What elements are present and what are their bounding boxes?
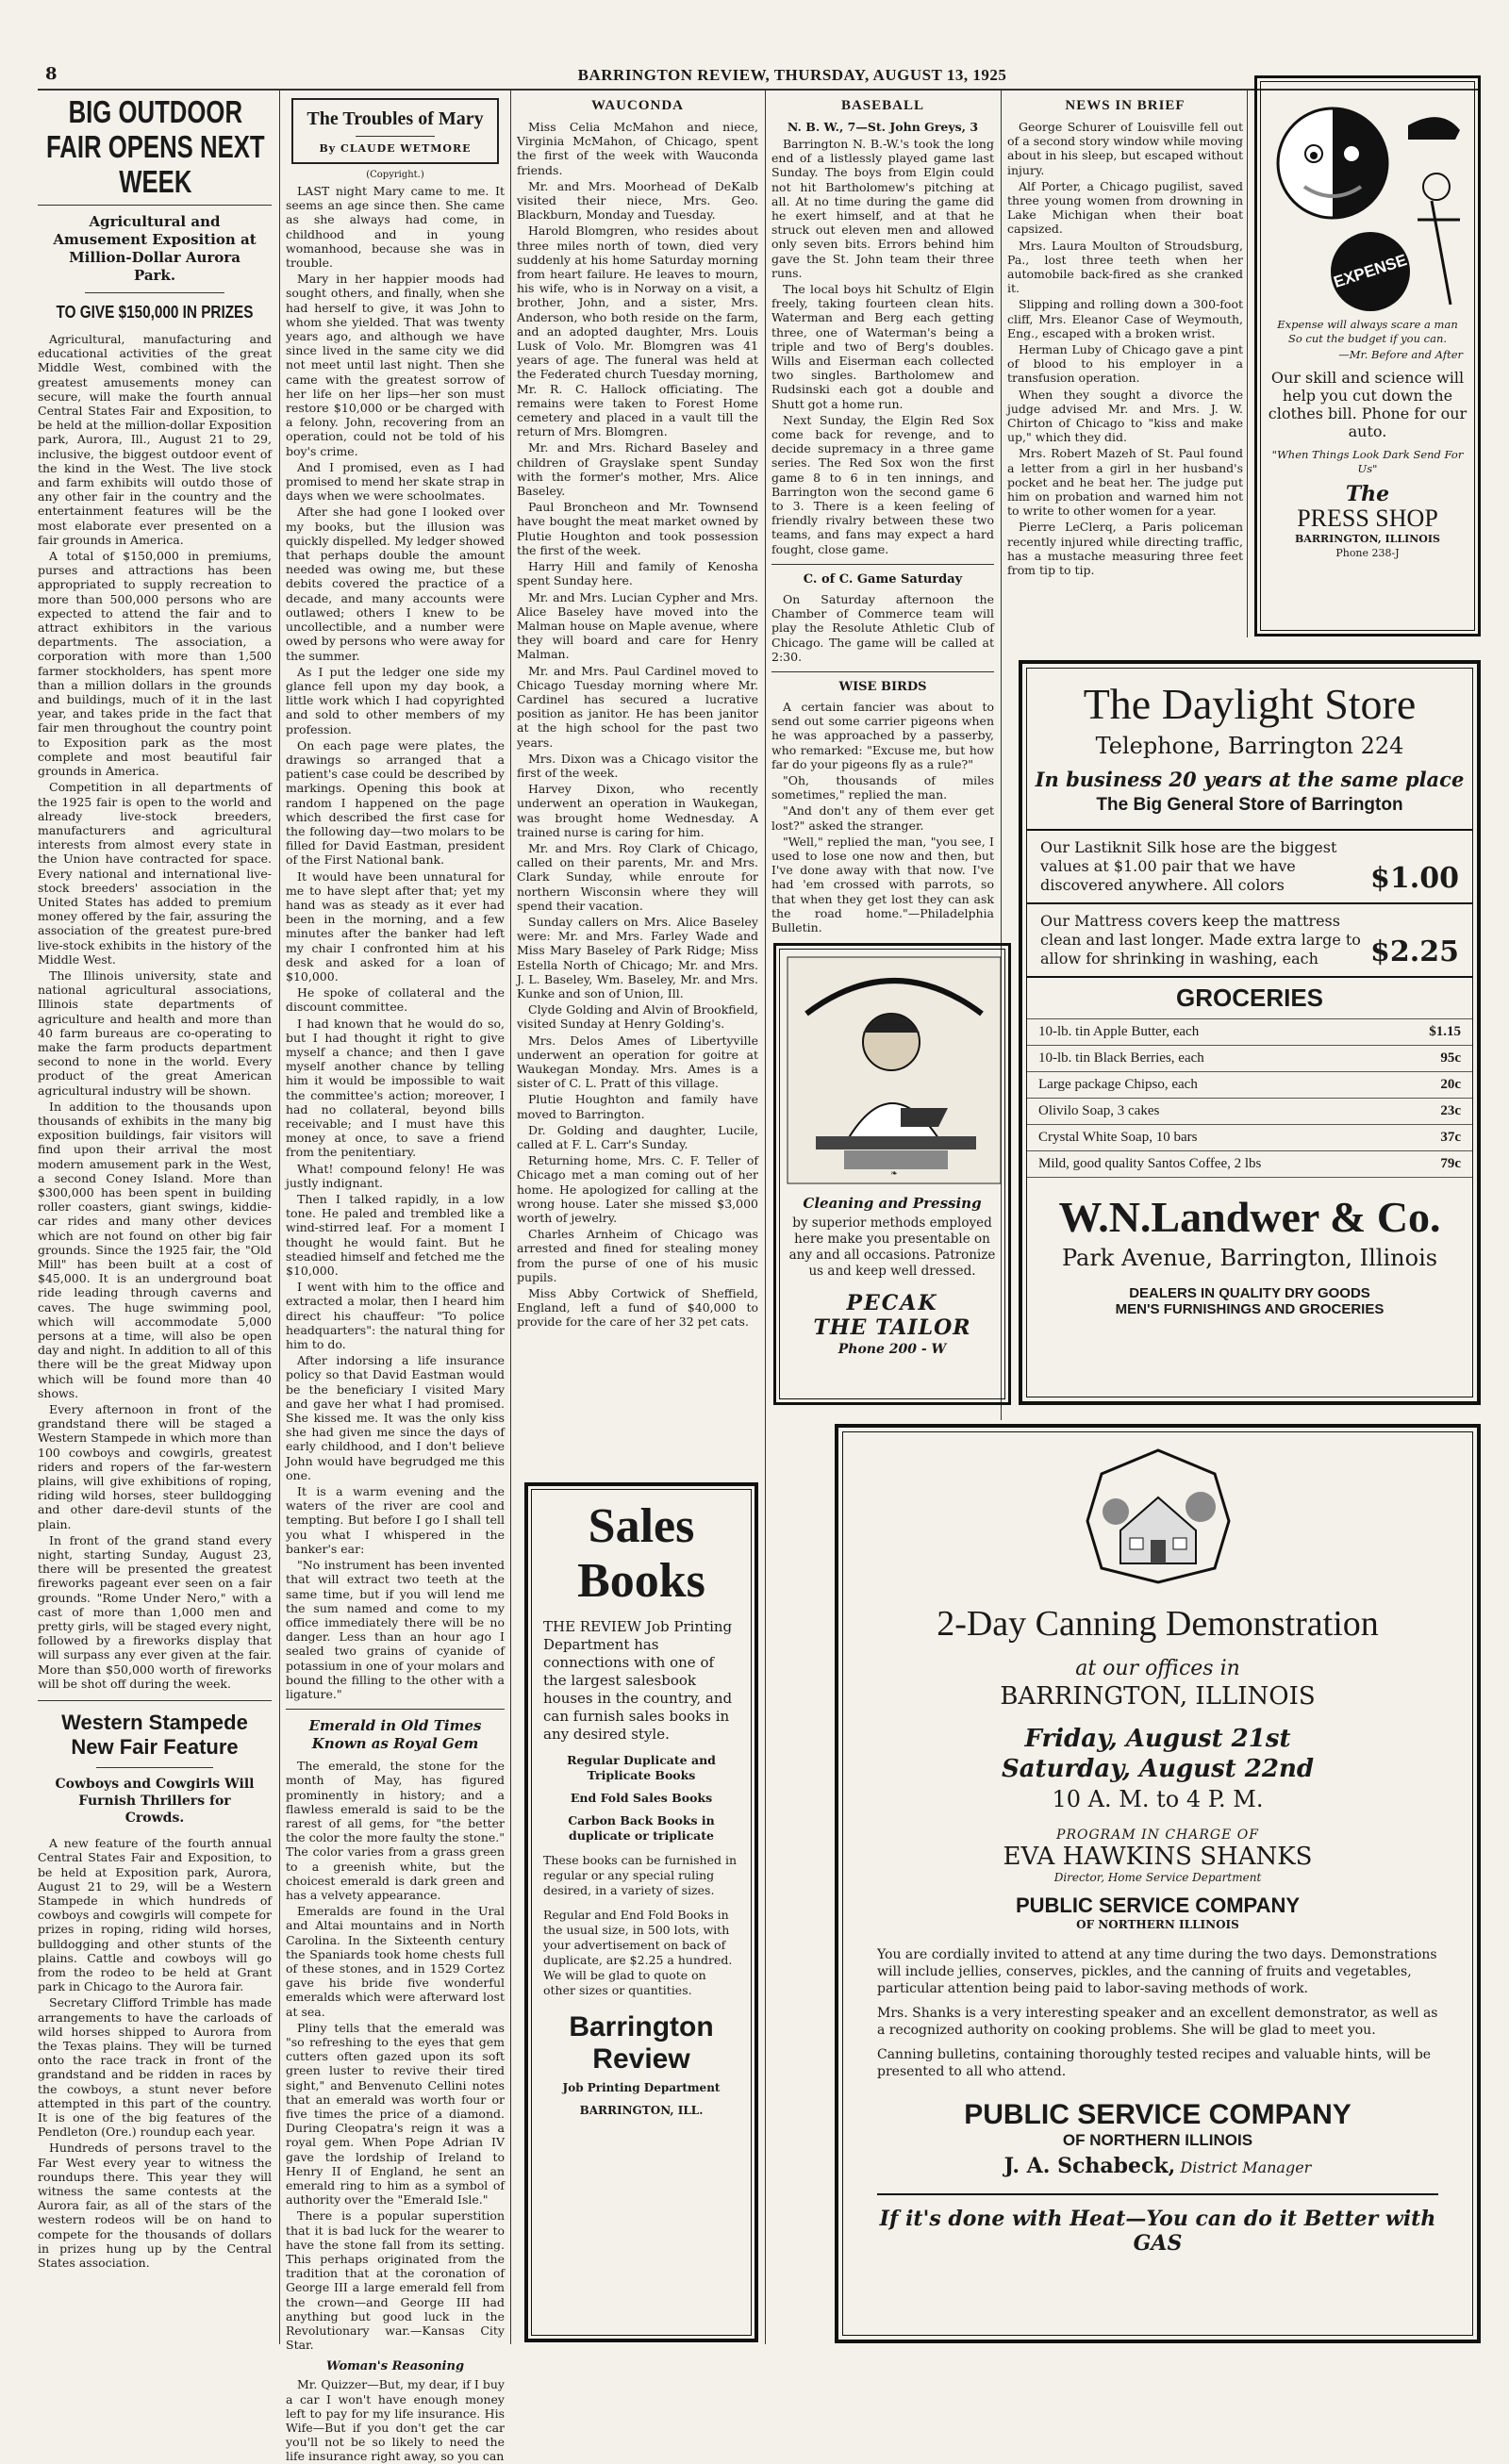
divider [38,1700,272,1701]
daylight-tagline-1: In business 20 years at the same place [1035,768,1465,791]
paragraph: Pliny tells that the emerald was "so refreshing to the eyes that gem cutters often gazed upon its soft green luster to revive their tired sight," and Benvenuto Cellini notes that an emerald was worth four or five times the price of a diamond. During Cleopatra's reign it was a royal gem. When Pope Adrian IV gave the lordship of Ireland to Henry II of England, he sent an emerald ring to him as a symbol of authority over the "Emerald Isle." [286,2020,505,2208]
paragraph: There is a popular superstition that it is bad luck for the wearer to have the stone fall from its setting. This perhaps originated from the tradition that at the coronation of George III a large emerald fell from the crown—and George III had anything but good luck in the Revolutionary war.—Kansas City Star. [286,2208,505,2353]
wauconda-heading: WAUCONDA [591,98,684,113]
paragraph: It would have been unnatural for me to have slept after that; yet my hand was as steady as it ever had been in the morning, and a few minutes after the banker had left my chair I confronted him at his desk and asked for a loan of $10,000. [286,868,505,984]
paragraph: Miss Abby Cortwick of Sheffield, England, left a fund of $40,000 to provide for the care of her 32 pet cats. [517,1286,758,1330]
paragraph: "Well," replied the man, "you see, I used to lose one now and then, but I've done away with that now. I've had 'em crossed with parrots, so that when they get lost they can ask the road home."—Philadelphia Bulletin. [771,834,994,934]
press-slogan: "When Things Look Dark Send For Us" [1271,448,1464,475]
paragraph: It is a warm evening and the waters of the river are cool and tempting. But before I go I shall tell you what I whispered in the banker's ear: [286,1484,505,1556]
sales-item: End Fold Sales Books [570,1791,713,1805]
paragraph: A new feature of the fourth annual Central States Fair and Exposition, to be held at Exposition park, Aurora, August 21 to 29, will be a Western Stampede in which hundreds of cowboys and cowgirls will compete for prizes in roping, riding wild horses, bulldogging and other stunts of the plains. Cattle and cowboys will go from the rodeo to be held at Grant park in Chicago to the Aurora fair. [38,1836,272,1994]
troubles-headline: The Troubles of Mary [307,108,484,129]
daylight-name: The Daylight Store [1083,680,1417,728]
copyright: (Copyright.) [366,170,424,180]
paragraph: Clyde Golding and Alvin of Brookfield, visited Sunday at Henry Golding's. [517,1002,758,1032]
review-name-2: Review [592,2043,690,2075]
sales-body: Regular and End Fold Books in the usual size, in 500 lots, with your advertisement on back of duplicate, are $2.25 a hundred. We will be glad to quote on other sizes or quantities. [543,1908,733,1997]
paragraph: The local boys hit Schultz of Elgin freely, taking fourteen clean hits. Waterman and Berg each getting three, one of Waterman's being a triple and two of Berg's doubles. Wills and Eiserman each collected two singles. Bartholomew and Rudsinski each got a double and Shutt got a home run. [771,282,994,411]
sales-books-ad [524,1482,758,2342]
canning-body-2: Mrs. Shanks is a very interesting speaker and an excellent demonstrator, as well as a recognized authority on cooking problems. She will be glad to meet you. [877,2006,1438,2038]
press-phone: Phone 238-J [1335,547,1400,559]
woman-headline: Woman's Reasoning [325,2359,465,2374]
paragraph: Miss Celia McMahon and niece, Virginia McMahon, of Chicago, spent the first of the week with Wauconda friends. [517,120,758,177]
divider [356,136,434,137]
baseball-heading: BASEBALL [840,98,925,113]
canning-manager: J. A. Schabeck, [1003,2154,1176,2178]
paragraph: Harold Blomgren, who resides about three miles north of town, died very suddenly at his home Saturday morning from heart failure. He leaves to mourn, his wife, who is in Norway on a visit, a brother, John, and a sister, Mrs. Anderson, who both reside on the farm, and an adopted daughter, Mrs. Louis Lusk of Volo. Mr. Blomgren was 41 years of age. The funeral was held at the Federated church Tuesday morning, Mr. R. C. Hallock officiating. The remains were taken to Forest Home cemetery and placed in a vault till the return of Mrs. Blomgren. [517,223,758,439]
grocery-item: 10-lb. tin Apple Butter, each [1038,1024,1200,1039]
paragraph: Mrs. Robert Mazeh of St. Paul found a letter from a girl in her husband's pocket and he beat her. The judge put him on probation and warned him not to write to other women for a year. [1007,446,1243,519]
paragraph: Next Sunday, the Elgin Red Sox come back for revenge, and to decide supremacy in a three game series. The Red Sox won the first game 8 to 6 in ten innings, and Barrington won the second game 6 to 3. There is a keen feeling of friendly rivalry between these two teams, and fans may expect a hard fought, close game. [771,412,994,556]
landwer-address: Park Avenue, Barrington, Illinois [1061,1245,1438,1271]
canning-ad [835,1424,1481,2343]
coc-headline: C. of C. Game Saturday [803,571,963,587]
paragraph: On each page were plates, the drawings so arranged that a patient's case could be described by markings. Opening this book at random I happened on the page which described the first case for the following day—two molars to be filled for David Eastman, president of the First National bank. [286,737,505,868]
grocery-item: Large package Chipso, each [1038,1077,1198,1092]
canning-program: PROGRAM IN CHARGE OF [1056,1827,1259,1843]
canning-slogan: If it's done with Heat—You can do it Better with GAS [877,2193,1438,2256]
divider [85,292,225,293]
paragraph: In front of the grand stand every night, starting Sunday, August 23, there will be presented the greatest fireworks pageant ever seen on a fair grounds. "Rome Under Nero," with a cast of more than 1,000 men and pretty girls, will be staged every night, followed by a fireworks display that will surpass any ever given at the fair. More than $50,000 worth of fireworks will be shot off during the week. [38,1532,272,1691]
stampede-deck: Cowboys and Cowgirls Will Furnish Thrillers for Crowds. [55,1777,255,1827]
paragraph: Mr. and Mrs. Roy Clark of Chicago, called on their parents, Mr. and Mrs. Clark Sunday, while enroute for northern Wisconsin where they will spend their vacation. [517,840,758,913]
paragraph: Hundreds of persons travel to the Far West every year to witness the roundups there. This year they will witness the same contests at the Aurora fair, as all of the stars of the western rodeos will be on hand to compete for the thousands of dollars in prizes hung up by the Central States association. [38,2141,272,2270]
divider [771,671,994,672]
grocery-row [1027,1151,1472,1178]
special-text: Our Mattress covers keep the mattress clean and last longer. Made extra large to allow for shrinking in washing, each [1040,912,1361,967]
paragraph: Charles Arnheim of Chicago was arrested and fined for stealing money from the purse of one of his music pupils. [517,1227,758,1284]
landwer-dealers-2: MEN'S FURNISHINGS AND GROCERIES [1115,1301,1385,1317]
emerald-headline: Emerald in Old Times Known as Royal Gem [308,1717,482,1753]
grocery-price: $1.15 [1429,1024,1461,1039]
sales-item: Regular Duplicate and Triplicate Books [567,1753,716,1782]
paragraph: Paul Broncheon and Mr. Townsend have bought the meat market owned by Plutie Houghton and took possession the first of the week. [517,500,758,557]
canning-manager-line [877,2154,1438,2178]
column-rule [765,91,766,2344]
canning-company-2: PUBLIC SERVICE COMPANY [964,2099,1351,2130]
divider [286,1709,505,1710]
press-shop-ad [1254,75,1481,637]
press-town: BARRINGTON, ILLINOIS [1295,533,1440,545]
paragraph: Mr. and Mrs. Moorhead of DeKalb visited their niece, Mrs. Geo. Blackburn, Monday and Tuesday. [517,178,758,223]
tailor-name-1: PECAK [846,1291,938,1315]
daylight-tagline-2: The Big General Store of Barrington [1096,795,1403,815]
paragraph: Mrs. Dixon was a Chicago visitor the first of the week. [517,751,758,780]
sales-title-2: Books [577,1554,705,1608]
paragraph: Mr. and Mrs. Lucian Cypher and Mrs. Alice Baseley have moved into the Malman house on Maple avenue, where they will board and care for Henry Malman. [517,589,758,662]
grocery-row [1027,1125,1472,1151]
special-mattress [1027,902,1472,976]
column-rule [510,91,511,2344]
grocery-row [1027,1099,1472,1125]
special-price: $1.00 [1370,862,1459,895]
paragraph: Plutie Houghton and family have moved to Barrington. [517,1092,758,1121]
paragraph: Returning home, Mrs. C. F. Teller of Chicago met a man coming out of her home. He apologized for calling at the wrong house. Later she missed $3,000 worth of jewelry. [517,1153,758,1226]
landwer-dealers-1: DEALERS IN QUALITY DRY GOODS [1129,1285,1370,1301]
grocery-price: 79c [1440,1156,1461,1171]
news-brief-heading: NEWS IN BRIEF [1065,98,1186,113]
expense-ball-label: EXPENSE [1331,251,1409,291]
paragraph: A certain fancier was about to send out some carrier pigeons when he was approached by a passerby, who remarked: "Excuse me, but how far do your pigeons fly as a rule?" [771,699,994,771]
divider [771,564,994,565]
column-fair [38,94,272,2343]
paragraph: Mr. and Mrs. Paul Cardinel moved to Chicago Tuesday morning where Mr. Cardinel has secured a lucrative position as janitor. He has been janitor at the high school for the past two years. [517,663,758,750]
paragraph: Emeralds are found in the Ural and Altai mountains and in North Carolina. In the Sixteenth century the Spaniards took home chests full of these stones, and in 1529 Cortez gave his bride five wonderful emeralds which were afterward lost at sea. [286,1904,505,2019]
paragraph: "Oh, thousands of miles sometimes," replied the man. [771,772,994,802]
paragraph: What! compound felony! He was justly indignant. [286,1161,505,1190]
column-news-brief [1007,94,1243,641]
page-number: 8 [45,64,58,84]
paragraph: Barrington N. B.-W.'s took the long end of a listlessly played game last Sunday. The boys from Elgin could not hit Bartholomew's pitching at all. At no time during the game did he exert himself, and at that he struck out eleven men and allowed only seven bits. Errors behind him gave the St. John team their three runs. [771,137,994,280]
expense-illustration [1267,88,1476,314]
paragraph: When they sought a divorce the judge advised Mr. and Mrs. J. W. Chirton of Chicago to "kiss and make up," which they did. [1007,387,1243,445]
paragraph: Mary in her happier moods had sought others, and finally, when she had herself to give, it was John to whom she yielded. That was twenty years ago, and although we have since lived in the same city we did not meet until last night. Then she came with the greatest sorrow of her life on her lips—her son must restore $10,000 or be charged with a felony. John, recovering from an operation, could not be told of his boy's crime. [286,272,505,458]
paragraph: Then I talked rapidly, in a low tone. He paled and trembled like a wind-stirred leaf. For a moment I thought he would faint. But he steadied himself and fetched me the $10,000. [286,1192,505,1279]
sales-item: Carbon Back Books in duplicate or triplicate [568,1813,715,1843]
wise-birds-headline: WISE BIRDS [838,679,927,694]
canning-town: BARRINGTON, ILLINOIS [1000,1682,1316,1711]
sales-intro: THE REVIEW Job Printing Department has connections with one of the largest salesbook houses in the country, and can furnish sales books in any desired style. [543,1618,733,1743]
tailor-caption: Cleaning and Pressing [803,1195,982,1212]
grocery-price: 95c [1440,1050,1461,1066]
paragraph: George Schurer of Louisville fell out of a second story window while moving about in his sleep, but escaped without injury. [1007,120,1243,177]
review-dept: Job Printing Department [562,2081,721,2094]
grocery-price: 20c [1440,1077,1461,1092]
groceries-list [1027,1018,1472,1178]
paragraph: Every afternoon in front of the grandstand there will be staged a Western Stampede in which more than 100 cowboys and cowgirls, greatest riders and ropers of the far-western plains, will give exhibitions of roping, riding wild horses, steer bulldogging and other dare-devil stunts of the plain. [38,1402,272,1531]
paragraph: Mrs. Delos Ames of Libertyville underwent an operation for goitre at Waukegan Monday. Mrs. Ames is a sister of C. L. Pratt of this village. [517,1033,758,1091]
canning-company-sub: OF NORTHERN ILLINOIS [1076,1918,1239,1931]
press-the: The [1345,482,1390,506]
review-name-1: Barrington [569,2011,714,2042]
score-line: N. B. W., 7—St. John Greys, 3 [787,120,979,134]
paragraph: Mrs. Laura Moulton of Stroudsburg, Pa., lost three teeth when her automobile back-fired as she cranked it. [1007,238,1243,296]
sales-body: These books can be furnished in regular or any special ruling desired, in a variety of sizes. [543,1853,738,1897]
grocery-price: 23c [1440,1103,1461,1118]
svg-text:❧: ❧ [890,1169,898,1179]
column-troubles [286,94,505,2464]
paragraph: Alf Porter, a Chicago pugilist, saved three young women from drowning in Lake Michigan when their boat capsized. [1007,178,1243,237]
paragraph: He spoke of collateral and the discount committee. [286,985,505,1015]
canning-day-2: Saturday, August 22nd [1001,1755,1315,1783]
fair-headline: BIG OUTDOOR FAIR OPENS NEXT WEEK [45,94,265,199]
daylight-store-ad [1019,660,1481,1405]
grocery-price: 37c [1440,1130,1461,1145]
press-attrib: —Mr. Before and After [1338,348,1463,361]
press-pitch: Our skill and science will help you cut down the clothes bill. Phone for our auto. [1268,369,1468,440]
tailor-name-2: THE TAILOR [813,1315,971,1340]
paragraph: "No instrument has been invented that will extract two teeth at the same time, but if you will lend me the sum named and come to my office immediately there will be no danger. Less than an hour ago I sealed two grains of cyanide of potassium in one of your molars and bound the filling to the other with a ligature." [286,1558,505,1701]
paragraph: I went with him to the office and extracted a molar, then I heard him direct his chauffeur: "To police headquarters": the natural thing for him to do. [286,1280,505,1352]
troubles-byline: By CLAUDE WETMORE [319,142,472,155]
paragraph: LAST night Mary came to me. It seems an age since then. She came as she always had come, in childhood and in young womanhood, because she was in trouble. [286,184,505,271]
grocery-item: Crystal White Soap, 10 bars [1038,1130,1198,1145]
sales-title-1: Sales [588,1499,695,1553]
masthead: BARRINGTON REVIEW, THURSDAY, AUGUST 13, 1925 [577,66,1007,84]
canning-manager-title: District Manager [1180,2158,1312,2176]
paragraph: On Saturday afternoon the Chamber of Commerce team will play the Resolute Athletic Club of Chicago. The game will be called at 2:30. [771,591,994,664]
groceries-heading: GROCERIES [1027,976,1472,1018]
tailor-phone: Phone 200 - W [837,1342,947,1357]
stampede-headline: Western Stampede New Fair Feature [61,1711,248,1760]
grocery-item: Mild, good quality Santos Coffee, 2 lbs [1038,1156,1262,1171]
column-baseball [771,94,994,943]
canning-body-3: Canning bulletins, containing thoroughly tested recipes and valuable hints, will be presented to all who attend. [877,2047,1432,2079]
press-line-1: Expense will always scare a man [1277,318,1458,331]
paragraph: In addition to the thousands upon thousands of exhibits in the many big exposition buildings, fair visitors will find upon their arrival the most modern amusement park in the West, a second Coney Island. More than $300,000 has been spent in building roller coasters, giant swings, kiddie-car rides and many other devices which are not found on other big fair grounds. Since the 1925 fair, the "Old Mill" has been built at a cost of $45,000. It is an underground boat ride leading through caverns and caves. The huge swimming pool, which will accommodate 5,000 persons at a time, will also be open day and night. In addition to all of this there will be the great Midway upon which will be found more than 40 shows. [38,1099,272,1400]
paragraph: "And don't any of them ever get lost?" asked the stranger. [771,803,994,833]
column-rule [279,91,280,2344]
paragraph: Dr. Golding and daughter, Lucile, called at F. L. Carr's Sunday. [517,1122,758,1152]
paragraph: After indorsing a life insurance policy so that David Eastman would be the beneficiary I visited Mary and gave her what I had promised. She kissed me. It was the only kiss she had given me since the days of early childhood, and I don't believe John would have begrudged me this one. [286,1353,505,1482]
canning-person: EVA HAWKINS SHANKS [1003,1843,1313,1871]
paragraph: Mr. and Mrs. Richard Baseley and children of Grayslake spent Sunday with the former's mother, Mrs. Alice Baseley. [517,440,758,499]
daylight-phone: Telephone, Barrington 224 [1095,733,1404,759]
paragraph: Pierre LeClerq, a Paris policeman recently injured while directing traffic, has a mustache measuring three feet from tip to tip. [1007,520,1243,578]
grocery-row [1027,1019,1472,1046]
tailor-ad [773,943,1011,1405]
press-name: PRESS SHOP [1297,504,1438,532]
column-wauconda [517,94,758,1480]
paragraph: As I put the ledger one side my glance fell upon my day book, a little work which I had copyrighted and sold to other members of my profession. [286,664,505,736]
paragraph: Slipping and rolling down a 300-foot cliff, Mrs. Eleanor Case of Weymouth, Eng., escaped with a broken wrist. [1007,297,1243,340]
review-town: BARRINGTON, ILL. [579,2104,704,2117]
canning-hours: 10 A. M. to 4 P. M. [1052,1786,1264,1812]
house-illustration [1083,1446,1234,1587]
column-rule [1247,91,1248,637]
paragraph: Competition in all departments of the 1925 fair is open to the world and already live-stock breeders, manufacturers and agricultural interests from almost every state in the Union have contracted for space. Every national and international live-stock breeders' association in the United States has added to premium money offered by the fair, assuring the association of the greatest pure-bred live-stock exhibits in the history of the Middle West. [38,780,272,967]
tailor-illustration [788,957,1001,1183]
paragraph: Herman Luby of Chicago gave a pint of blood to his employer in a transfusion operation. [1007,342,1243,386]
canning-day-1: Friday, August 21st [1024,1725,1291,1753]
divider [38,205,272,206]
paragraph: The emerald, the stone for the month of May, has figured prominently in history; and a flawless emerald is said to be the rarest of all gems, for "the better the color the more faulty the stone." The color varies from a grass green to a greenish white, but the choicest emerald is dark green and has a velvety appearance. [286,1759,505,1902]
paragraph: And I promised, even as I had promised to mend her skate strap in days when we were schoolmates. [286,459,505,504]
grocery-item: Olivilo Soap, 3 cakes [1038,1103,1160,1118]
paragraph: The Illinois university, state and national agricultural associations, Illinois state departments of agriculture and health and more than 40 farm bureaus are co-operating to make the farm products department second to none in the world. Every product of the great American agricultural industry will be shown. [38,967,272,1098]
tailor-body: by superior methods employed here make you presentable on any and all occasions. Patronize us and keep well dressed. [788,1215,996,1279]
paragraph: Harvey Dixon, who recently underwent an operation in Waukegan, was brought home Wednesday. A trained nurse is caring for him. [517,782,758,839]
paragraph: Agricultural, manufacturing and educational activities of the great Middle West, combined with the greatest amusements money can secure, will make the fourth annual Central States Fair and Exposition, to be held at the million-dollar Exposition park, Aurora, Ill., August 21 to 29, inclusive, the biggest outdoor event of the kind in the West. The live stock and farm exhibits will outdo those of any other fair in the country and the entertainment features will be the most elaborate ever presented on a fair grounds in America. [38,332,272,547]
landwer-name: W.N.Landwer & Co. [1058,1193,1441,1241]
fair-deck: Agricultural and Amusement Exposition at Million-Dollar Aurora Park. [53,213,257,284]
troubles-title-box [291,98,499,164]
paragraph: After she had gone I looked over my books, but the illusion was quickly dispelled. My ledger showed that perhaps double the amount needed was owing me, but these debits covered the practice of a decade, and many accounts were outlawed; others I knew to be uncollectible, and a number were owed by persons who were away for the summer. [286,504,505,663]
paragraph: A total of $150,000 in premiums, purses and attractions has been appropriated to supply recreation to more than 500,000 persons who are expected to attend the fair and to attract exhibitors in the various departments. The association, a corporation with more than 1,500 farmer stockholders, has spent more than a million dollars in the grounds and buildings, much of it in the last year, and takes pride in the fact that fair men throughout the country point to Exposition park as the most complete and most beautiful fair grounds in America. [38,549,272,779]
special-hose [1027,829,1472,902]
fair-subhead: TO GIVE $150,000 IN PRIZES [56,303,254,322]
paragraph: I had known that he would do so, but I had thought it right to give myself a chance; and then I gave myself another chance by telling him it would be impossible to wait the committee's action; moreover, I had no collateral, beyond bills receivable; and I must have this money at once, to save a friend from the penitentiary. [286,1016,505,1160]
special-price: $2.25 [1370,935,1459,968]
canning-title: 2-Day Canning Demonstration [937,1604,1379,1644]
canning-person-title: Director, Home Service Department [1053,1871,1262,1884]
divider [96,1767,213,1768]
paragraph: Secretary Clifford Trimble has made arrangements to have the carloads of wild horses shipped to Aurora from the Texas plains. They will be turned onto the race track in front of the grandstand and be ridden in races by the cowboys, a stunt never before attempted in this part of the country. It is one of the big features of the Pendleton (Ore.) roundup each year. [38,1995,272,2140]
canning-at: at our offices in [1075,1657,1240,1680]
grocery-item: 10-lb. tin Black Berries, each [1038,1050,1204,1066]
paragraph: Harry Hill and family of Kenosha spent Sunday here. [517,559,758,588]
canning-company-2-sub: OF NORTHERN ILLINOIS [1062,2131,1253,2149]
canning-body-1: You are cordially invited to attend at any time during the two days. Demonstrations will include jellies, conserves, pickles, and the canning of fruits and vegetables, particular attention being paid to labor-saving methods of work. [877,1947,1437,1996]
grocery-row [1027,1046,1472,1072]
paragraph: Sunday callers on Mrs. Alice Baseley were: Mr. and Mrs. Farley Wade and Miss Mary Baseley of Park Ridge; Miss Estella North of Chicago; Mr. and Mrs. J. L. Baseley, Wm. Baseley, Mr. and Mrs. Kunke and son of Union, Ill. [517,914,758,1000]
canning-company: PUBLIC SERVICE COMPANY [1015,1893,1301,1917]
grocery-row [1027,1072,1472,1099]
paragraph: Mr. Quizzer—But, my dear, if I buy a car I won't have enough money left to pay for my life insurance. His Wife—But if you don't get the car you'll not be so likely to need the life insurance right away, so you can [286,2377,505,2464]
press-line-2: So cut the budget if you can. [1287,332,1448,345]
special-text: Our Lastiknit Silk hose are the biggest values at $1.00 pair that we have discovered anywhere. All colors [1040,838,1337,894]
